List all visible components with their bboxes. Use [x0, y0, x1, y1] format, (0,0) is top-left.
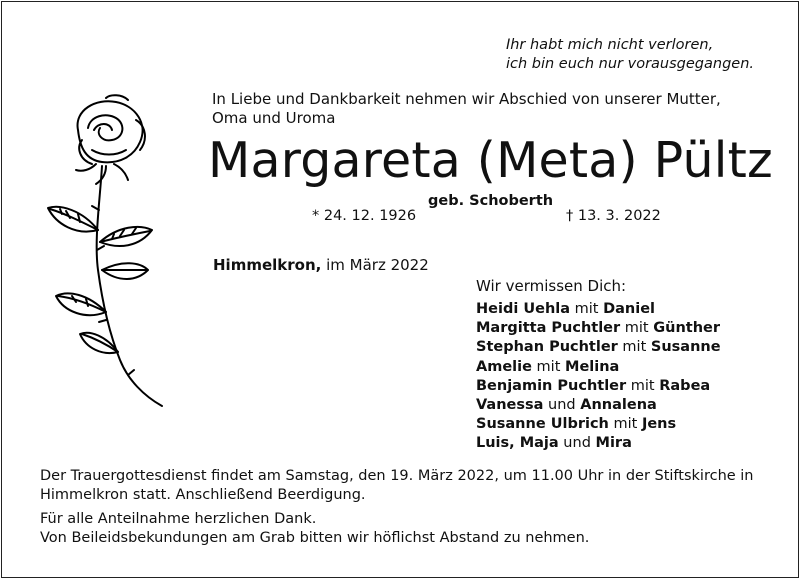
mourner-name: Rabea	[659, 377, 711, 394]
death-date: † 13. 3. 2022	[566, 208, 661, 224]
mourner-row	[476, 377, 721, 396]
thanks-line-2: Von Beileidsbekundungen am Grab bitten wir höflichst Abstand zu nehmen.	[40, 530, 590, 546]
deceased-name: Margareta (Meta) Pültz	[208, 132, 773, 189]
mourner-name: Günther	[653, 320, 721, 337]
mourner-connector: und	[558, 435, 596, 452]
mourner-connector: mit	[620, 320, 654, 337]
mourner-connector: mit	[626, 377, 660, 394]
mourner-name: Stephan Puchtler	[476, 339, 618, 356]
mourner-name: Annalena	[580, 397, 657, 414]
mourner-connector: mit	[617, 339, 651, 356]
mourner-name: Margitta Puchtler	[476, 320, 621, 337]
mourners-list	[476, 300, 721, 454]
mourner-row	[476, 338, 721, 357]
service-info: Der Trauergottesdienst findet am Samstag, den 19. März 2022, um 11.00 Uhr in der Stiftskirche in Himmelkron statt. Anschließend Beerdigung.	[40, 468, 754, 503]
mourner-name: Susanne Ulbrich	[476, 416, 609, 433]
mourner-name: Vanessa	[476, 397, 544, 414]
mourner-name: Amelie	[476, 358, 532, 375]
birth-date: * 24. 12. 1926	[312, 208, 417, 224]
obituary-notice	[1, 1, 799, 578]
place-town: Himmelkron,	[213, 256, 322, 274]
rose-icon	[36, 90, 186, 410]
intro-text: In Liebe und Dankbarkeit nehmen wir Abschied von unserer Mutter, Oma und Uroma	[212, 90, 721, 127]
mourner-row	[476, 358, 721, 377]
mourner-name: Luis, Maja	[476, 435, 559, 452]
place-month: im März 2022	[321, 256, 429, 274]
mourner-row	[476, 396, 721, 415]
mourner-connector: und	[543, 397, 581, 414]
mourner-name: Daniel	[603, 301, 656, 317]
quote	[506, 36, 754, 74]
mourner-name: Susanne	[650, 339, 721, 356]
quote-line-2: ich bin euch nur vorausgegangen.	[505, 56, 754, 72]
mourner-row	[476, 300, 721, 319]
mourner-name: Jens	[641, 416, 677, 433]
thanks-line-1: Für alle Anteilnahme herzlichen Dank.	[40, 511, 317, 527]
mourner-row	[476, 319, 721, 338]
mourner-connector: mit	[608, 416, 642, 433]
mourner-name: Mira	[595, 435, 632, 452]
birth-name: geb. Schoberth	[428, 193, 554, 209]
quote-line-1: Ihr habt mich nicht verloren,	[505, 37, 714, 53]
mourner-connector: mit	[570, 301, 604, 317]
mourner-name: Benjamin Puchtler	[476, 377, 627, 394]
mourner-row	[476, 434, 721, 453]
mourner-name: Melina	[565, 358, 620, 375]
thanks-text	[40, 510, 780, 548]
mourners-heading: Wir vermissen Dich:	[476, 277, 627, 295]
mourner-row	[476, 415, 721, 434]
place-date	[213, 256, 429, 274]
mourner-name: Heidi Uehla	[476, 301, 571, 317]
mourner-connector: mit	[531, 358, 566, 375]
